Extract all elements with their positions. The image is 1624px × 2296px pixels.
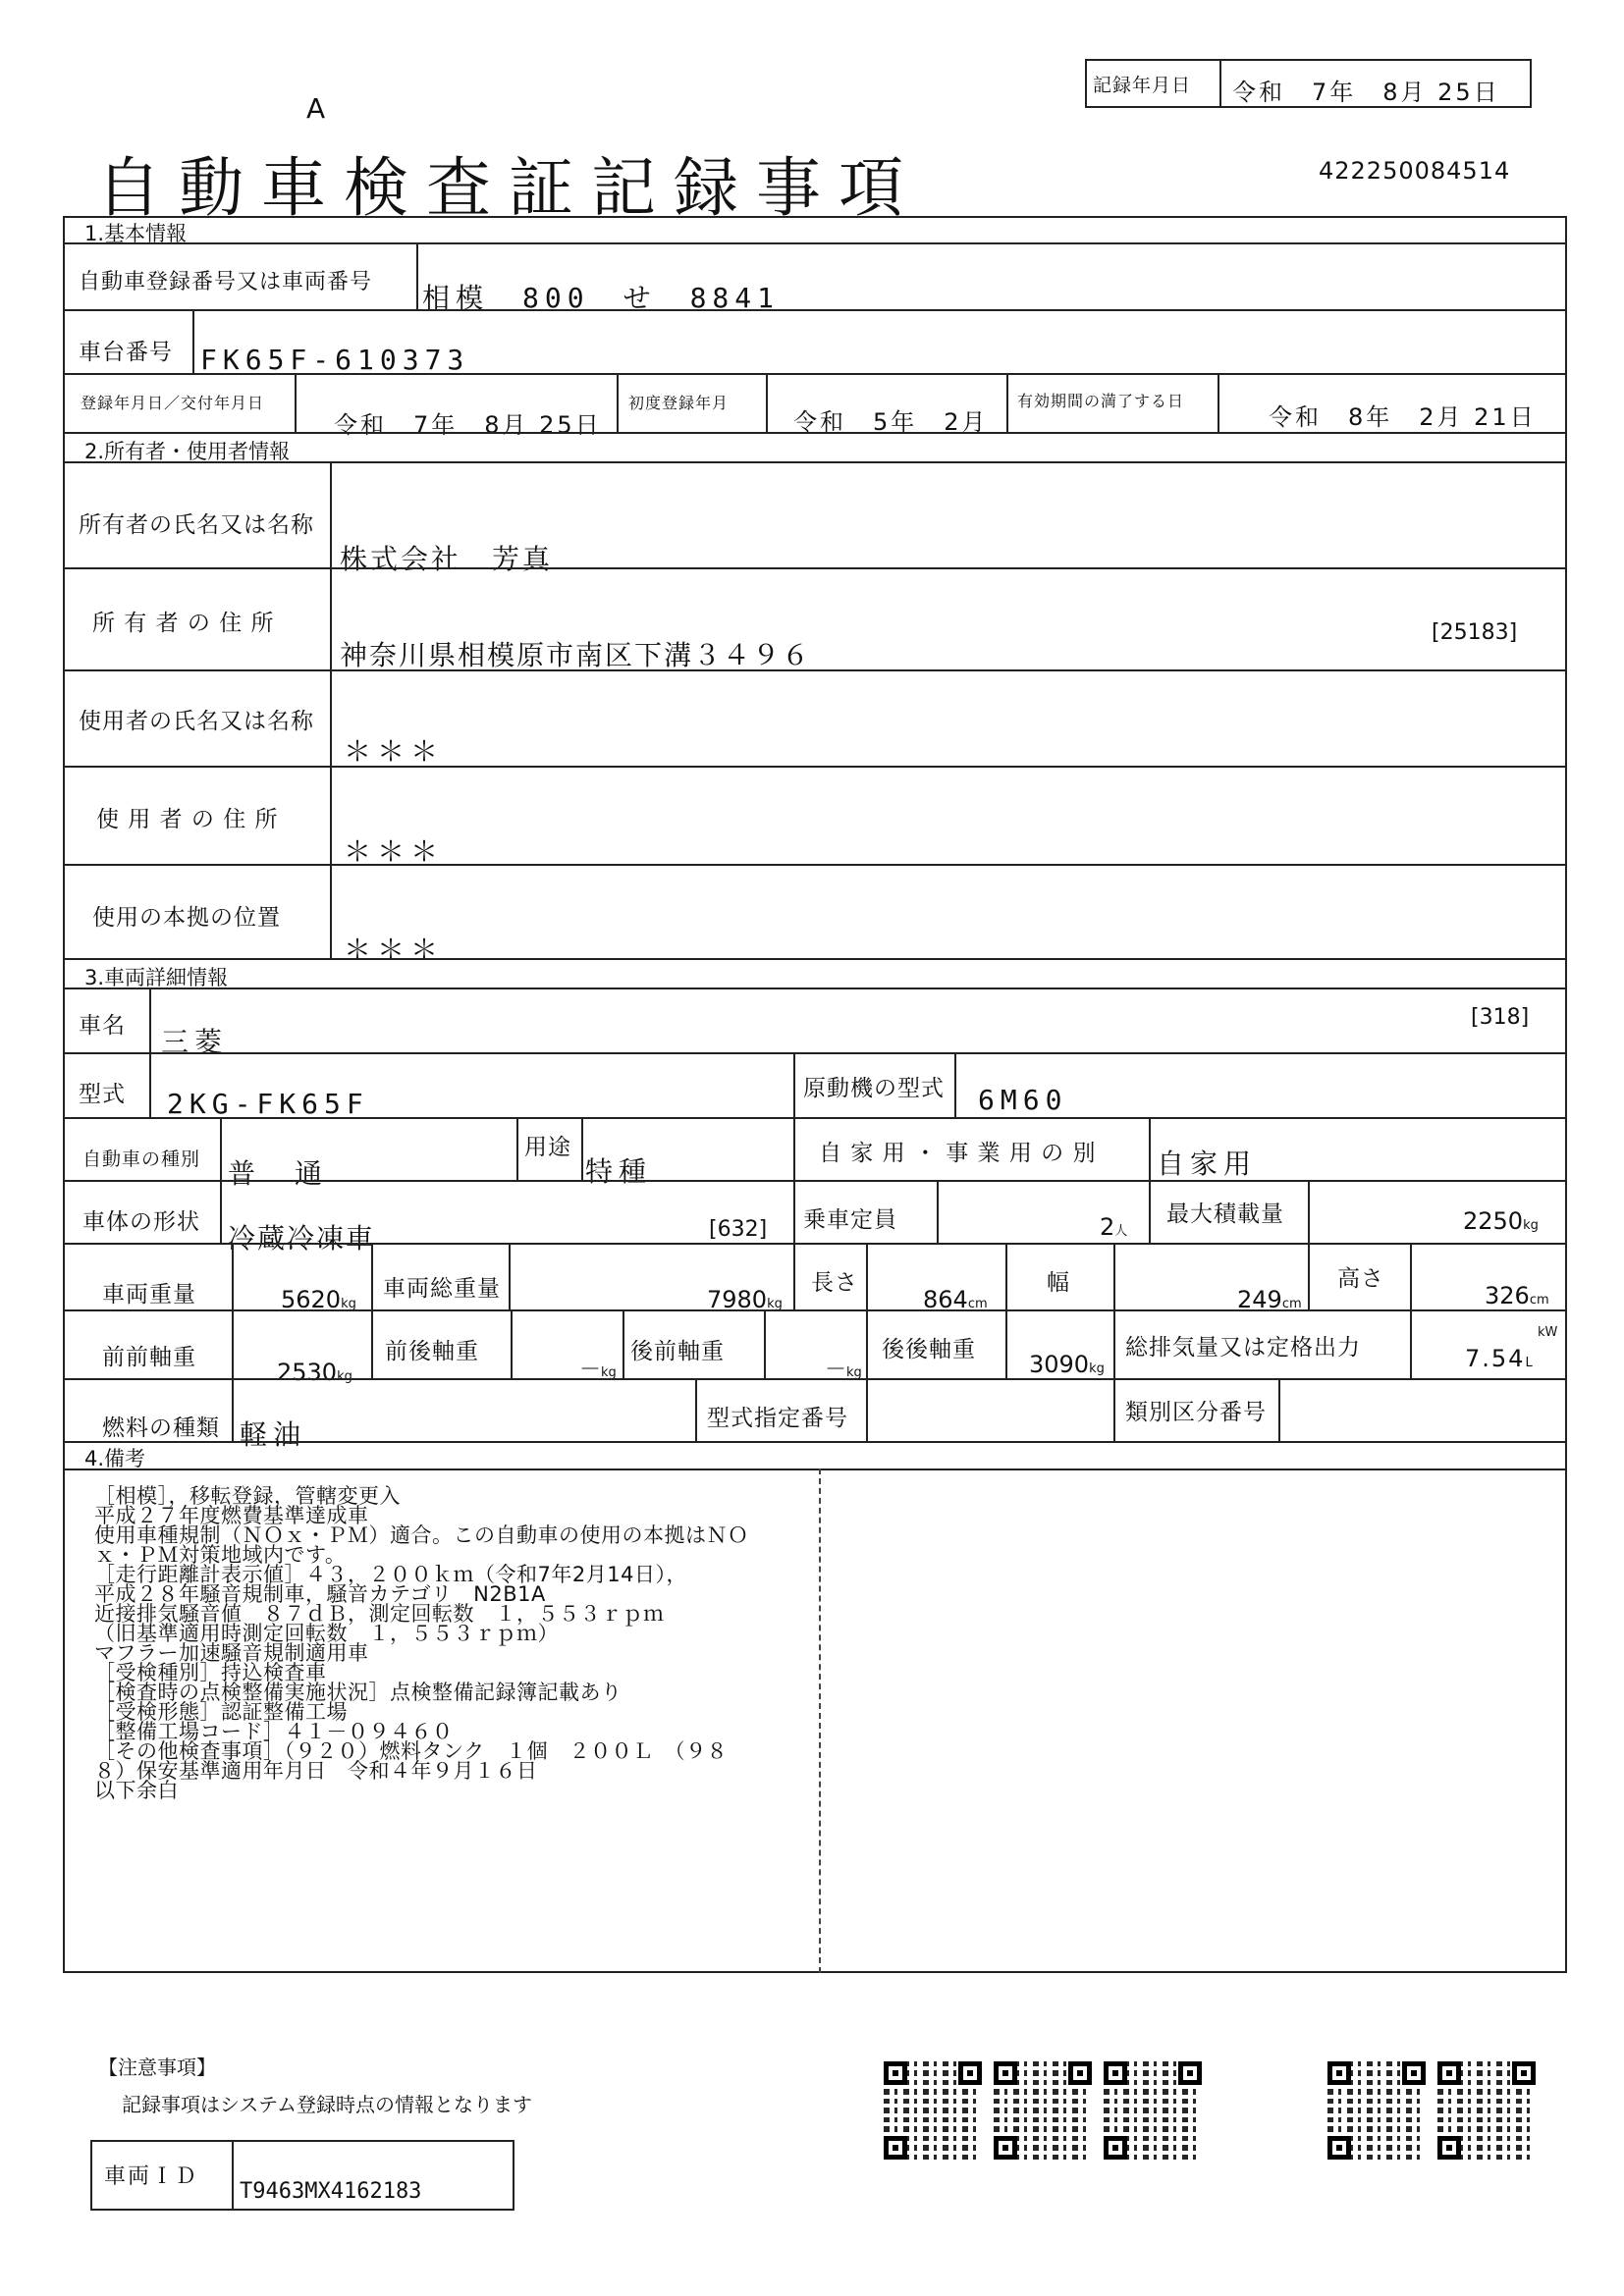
section3-title: 3.車両詳細情報 <box>84 966 229 989</box>
owner-name-label: 所有者の氏名又は名称 <box>79 512 314 538</box>
body-label: 車体の形状 <box>82 1209 200 1235</box>
remark-line: マフラー加速騒音規制適用車 <box>94 1641 369 1665</box>
use-value: 特種 <box>585 1155 653 1188</box>
type-label: 自動車の種別 <box>82 1148 201 1170</box>
length-label: 長さ <box>811 1270 858 1296</box>
weight-number: 5620 <box>281 1286 342 1313</box>
engine-value: 6M60 <box>978 1084 1068 1116</box>
width-label: 幅 <box>1047 1270 1070 1296</box>
first-reg-value: 令和 5年 2月 <box>793 408 989 436</box>
remark-line: 平成２８年騒音規制車，騒音カテゴリ N2B1A <box>94 1582 546 1606</box>
rr-axle-label: 後後軸重 <box>882 1337 976 1362</box>
base-value: ＊＊＊ <box>344 934 445 966</box>
remarks-block <box>94 1486 811 1800</box>
width-unit: cm <box>1281 1297 1302 1311</box>
remark-line: ［整備工場コード］４１－０９４６０ <box>94 1720 454 1743</box>
gross-unit: kg <box>767 1297 783 1311</box>
height-unit: cm <box>1529 1293 1549 1308</box>
reg-date-value: 令和 7年 8月 25日 <box>334 411 602 439</box>
capacity-value <box>1100 1213 1127 1241</box>
remark-line: ［走行距離計表示値］４３，２００ｋｍ（令和7年2月14日）， <box>94 1563 687 1586</box>
rr-axle-unit: kg <box>1089 1362 1105 1376</box>
ff-axle-unit: kg <box>337 1369 352 1384</box>
remark-line: 平成２７年度燃費基準達成車 <box>94 1504 369 1527</box>
rf-axle-number: － <box>825 1358 847 1382</box>
chassis-label: 車台番号 <box>79 340 173 365</box>
ff-axle-value <box>277 1359 352 1386</box>
fr-axle-unit: kg <box>601 1365 617 1380</box>
make-code: [318] <box>1471 1005 1530 1030</box>
page-letter: A <box>306 92 326 125</box>
model-label: 型式 <box>79 1082 126 1107</box>
remark-line: ｘ・ＰＭ対策地域内です。 <box>94 1543 347 1567</box>
user-addr-label: 使 用 者 の 住 所 <box>96 807 279 832</box>
remark-line: （旧基準適用時測定回転数 １，５５３ｒｐｍ） <box>94 1622 559 1645</box>
document-number: 422250084514 <box>1319 157 1511 185</box>
vehicle-id-label: 車両ＩＤ <box>104 2164 199 2189</box>
max-load-value <box>1463 1207 1539 1235</box>
remark-line: ［その他検査事項］（９２０）燃料タンク １個 ２００Ｌ （９８ <box>94 1739 729 1763</box>
max-load-number: 2250 <box>1463 1207 1524 1235</box>
displacement-label: 総排気量又は定格出力 <box>1125 1335 1361 1361</box>
remark-line: 使用車種規制（ＮＯｘ・ＰＭ）適合。この自動車の使用の本拠はＮＯ <box>94 1523 749 1547</box>
type-value: 普 通 <box>228 1157 329 1190</box>
notice-title: 【注意事項】 <box>98 2056 216 2079</box>
make-value: 三菱 <box>161 1026 229 1058</box>
expiry-value: 令和 8年 2月 21日 <box>1269 403 1537 431</box>
user-name-value: ＊＊＊ <box>344 735 445 768</box>
rr-axle-number: 3090 <box>1029 1351 1090 1378</box>
section2-title: 2.所有者・使用者情報 <box>84 440 291 463</box>
designation-label: 型式指定番号 <box>707 1406 848 1431</box>
gross-number: 7980 <box>707 1286 768 1313</box>
capacity-unit: 人 <box>1114 1224 1128 1239</box>
qr-code <box>1327 2061 1426 2160</box>
base-label: 使用の本拠の位置 <box>92 905 281 931</box>
height-label: 高さ <box>1337 1266 1384 1292</box>
kw-unit: kW <box>1538 1325 1558 1340</box>
document-title: 自動車検査証記録事項 <box>96 150 921 226</box>
engine-label: 原動機の型式 <box>803 1076 945 1101</box>
qr-code <box>1437 2061 1536 2160</box>
length-unit: cm <box>967 1297 988 1311</box>
make-label: 車名 <box>79 1013 126 1039</box>
remark-line: ８）保安基準適用年月日 令和４年９月１６日 <box>94 1759 538 1783</box>
weight-label: 車両重量 <box>102 1282 196 1308</box>
reg-no-label: 自動車登録番号又は車両番号 <box>79 270 373 294</box>
owner-addr-label: 所 有 者 の 住 所 <box>92 611 275 636</box>
ff-axle-label: 前前軸重 <box>102 1345 196 1370</box>
section4-title: 4.備考 <box>84 1447 146 1470</box>
record-date-label: 記録年月日 <box>1093 75 1192 96</box>
user-name-label: 使用者の氏名又は名称 <box>79 709 314 734</box>
fr-axle-number: － <box>579 1358 602 1382</box>
expiry-label: 有効期間の満了する日 <box>1017 392 1185 410</box>
body-value: 冷蔵冷凍車 <box>228 1222 376 1255</box>
remark-line: ［受検形態］認証整備工場 <box>94 1700 348 1724</box>
max-load-unit: kg <box>1523 1218 1539 1233</box>
owner-name-value: 株式会社 芳真 <box>340 543 554 575</box>
qr-code <box>1104 2061 1202 2160</box>
capacity-label: 乗車定員 <box>803 1207 897 1233</box>
remark-line: ［受検種別］持込検査車 <box>94 1661 327 1684</box>
remark-line: ［検査時の点検整備実施状況］点検整備記録簿記載あり <box>94 1681 623 1704</box>
owner-addr-code: [25183] <box>1432 620 1518 645</box>
vehicle-id-value: T9463MX4162183 <box>240 2179 422 2204</box>
rf-axle-unit: kg <box>846 1365 862 1380</box>
user-addr-value: ＊＊＊ <box>344 835 445 868</box>
reg-date-label: 登録年月日／交付年月日 <box>81 394 265 412</box>
remark-line: 以下余白 <box>94 1779 179 1802</box>
notice-text: 記録事項はシステム登録時点の情報となります <box>122 2093 532 2116</box>
fr-axle-label: 前後軸重 <box>385 1339 479 1364</box>
height-value <box>1485 1282 1549 1309</box>
gross-label: 車両総重量 <box>383 1276 501 1302</box>
length-number: 864 <box>923 1286 968 1313</box>
weight-unit: kg <box>341 1297 356 1311</box>
displacement-value <box>1465 1345 1535 1372</box>
ff-axle-number: 2530 <box>277 1359 338 1386</box>
private-value: 自家用 <box>1157 1148 1258 1180</box>
body-code: [632] <box>709 1217 768 1242</box>
reg-no-value: 相模 800 せ 8841 <box>422 282 781 314</box>
private-label: 自 家 用 ・ 事 業 用 の 別 <box>819 1141 1097 1166</box>
height-number: 326 <box>1485 1282 1530 1309</box>
max-load-label: 最大積載量 <box>1166 1201 1284 1227</box>
record-date-value: 令和 7年 8月 25日 <box>1232 79 1500 106</box>
rr-axle-value <box>1029 1351 1105 1378</box>
width-number: 249 <box>1237 1286 1282 1313</box>
fuel-label: 燃料の種類 <box>102 1415 220 1441</box>
remark-line: ［相模］，移転登録，管轄変更入 <box>94 1484 401 1508</box>
qr-code <box>994 2061 1092 2160</box>
displacement-unit: L <box>1525 1356 1535 1370</box>
remark-line: 近接排気騒音値 ８７ｄＢ，測定回転数 １，５５３ｒｐｍ <box>94 1602 665 1626</box>
owner-addr-value: 神奈川県相模原市南区下溝３４９６ <box>340 639 812 671</box>
section1-title: 1.基本情報 <box>84 222 188 245</box>
use-label: 用途 <box>524 1135 571 1160</box>
fuel-value: 軽油 <box>240 1418 307 1451</box>
displacement-number: 7.54 <box>1465 1345 1526 1372</box>
qr-code <box>884 2061 982 2160</box>
first-reg-label: 初度登録年月 <box>628 394 730 412</box>
capacity-number: 2 <box>1100 1213 1115 1241</box>
rf-axle-label: 後前軸重 <box>630 1339 725 1364</box>
chassis-value: FK65F-610373 <box>200 344 470 376</box>
model-value: 2KG-FK65F <box>167 1088 369 1120</box>
class-label: 類別区分番号 <box>1125 1400 1267 1425</box>
